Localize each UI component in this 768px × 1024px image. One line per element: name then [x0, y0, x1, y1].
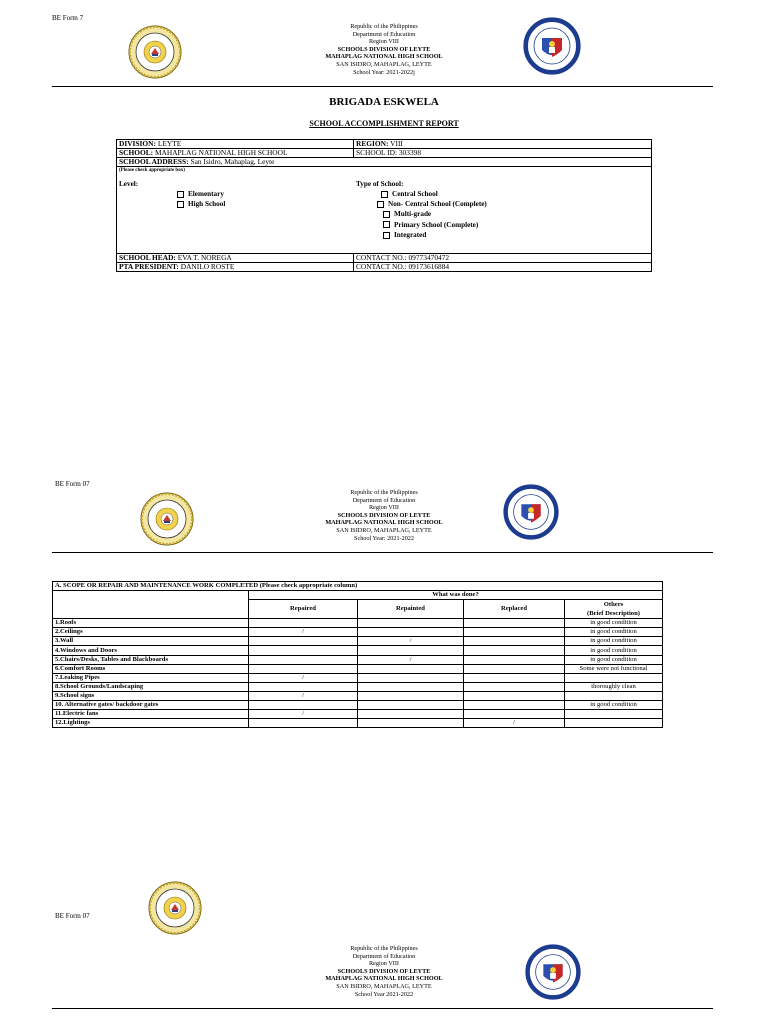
scope-item-cell: 12.Lightings [53, 719, 249, 728]
type-option-multi-grade[interactable]: Multi-grade [383, 209, 487, 219]
repaired-cell[interactable] [249, 646, 358, 655]
type-option-integrated[interactable]: Integrated [383, 230, 487, 240]
repainted-cell[interactable] [358, 691, 464, 700]
table-row [53, 682, 663, 691]
header-school-year: School Year 2021-2022 [354, 990, 414, 998]
report-title: BRIGADA ESKWELA [329, 96, 439, 108]
scope-item-cell: 8.School Grounds/Landscaping [53, 682, 249, 691]
scope-item-cell: 6.Comfort Rooms [53, 664, 249, 673]
others-cell[interactable] [565, 691, 663, 700]
scope-item-cell: 10. Alternative gates/ backdoor gates [53, 701, 249, 710]
leyte-division-seal [148, 881, 202, 935]
replaced-cell[interactable] [464, 628, 565, 637]
checkbox-icon [381, 191, 388, 198]
pta-contact-cell: CONTACT NO.: 09173616884 [354, 263, 652, 272]
checkbox-icon [383, 232, 390, 239]
scope-item-cell: 5.Chairs/Desks, Tables and Blackboards [53, 655, 249, 664]
table-row [53, 628, 663, 637]
header-division: SCHOOLS DIVISION OF LEYTE [337, 45, 431, 53]
type-options [377, 189, 487, 240]
replaced-cell[interactable] [464, 646, 565, 655]
scope-item-cell: 4.Windows and Doors [53, 646, 249, 655]
others-cell[interactable]: in good condition [565, 637, 663, 646]
header-country: Republic of the Philippines [350, 489, 418, 496]
header-school: MAHAPLAG NATIONAL HIGH SCHOOL [325, 975, 443, 983]
header-division: SCHOOLS DIVISION OF LEYTE [337, 511, 431, 519]
table-row [53, 701, 663, 710]
others-cell[interactable]: in good condition [565, 646, 663, 655]
header-divider [52, 552, 713, 553]
repainted-cell[interactable] [358, 628, 464, 637]
header-department: Department of Education [352, 496, 416, 504]
scope-item-cell: 1.Roofs [53, 619, 249, 628]
form-number: BE Form 07 [55, 480, 90, 488]
replaced-cell[interactable] [464, 710, 565, 719]
form-number: BE Form 07 [55, 912, 90, 920]
scope-table [52, 581, 663, 728]
table-row [53, 691, 663, 700]
col-repainted: Repainted [358, 600, 464, 619]
table-row [53, 619, 663, 628]
header-school: MAHAPLAG NATIONAL HIGH SCHOOL [325, 53, 443, 61]
replaced-cell[interactable] [464, 655, 565, 664]
replaced-cell[interactable] [464, 637, 565, 646]
others-cell[interactable]: Some were not functional [565, 664, 663, 673]
replaced-cell[interactable] [464, 619, 565, 628]
header-school-year: School Year: 2021-2022j [353, 68, 415, 76]
header-region: Region VIII [369, 504, 399, 512]
repainted-cell[interactable] [358, 701, 464, 710]
address-cell: SCHOOL ADDRESS: San Isidro, Mahaplag, Leyte [117, 158, 652, 167]
checkbox-icon [177, 201, 184, 208]
type-option-central[interactable]: Central School [381, 189, 487, 199]
repaired-cell[interactable] [249, 664, 358, 673]
table-row [53, 637, 663, 646]
others-cell[interactable]: in good condition [565, 628, 663, 637]
replaced-cell[interactable] [464, 701, 565, 710]
level-option-high-school[interactable]: High School [177, 199, 225, 209]
header-address: SAN ISIDRO, MAHAPLAG, LEYTE [336, 982, 432, 990]
school-cell: SCHOOL: MAHAPLAG NATIONAL HIGH SCHOOL [117, 149, 354, 158]
level-option-elementary[interactable]: Elementary [177, 189, 225, 199]
col-replaced: Replaced [464, 600, 565, 619]
header-school: MAHAPLAG NATIONAL HIGH SCHOOL [325, 519, 443, 527]
repainted-cell[interactable] [358, 710, 464, 719]
checkbox-icon [377, 201, 384, 208]
col-repaired: Repaired [249, 600, 358, 619]
header-divider [52, 86, 713, 87]
repainted-cell[interactable]: / [358, 637, 464, 646]
letterhead [0, 489, 768, 542]
others-cell[interactable]: in good condition [565, 701, 663, 710]
scope-item-cell: 7.Leaking Pipes [53, 673, 249, 682]
type-option-primary[interactable]: Primary School (Complete) [383, 220, 487, 230]
school-id-cell: SCHOOL ID: 303398 [354, 149, 652, 158]
repainted-cell[interactable]: / [358, 655, 464, 664]
others-cell[interactable]: in good condition [565, 619, 663, 628]
header-division: SCHOOLS DIVISION OF LEYTE [337, 967, 431, 975]
type-option-non-central[interactable]: Non- Central School (Complete) [377, 199, 487, 209]
header-department: Department of Education [352, 952, 416, 960]
table-row [53, 710, 663, 719]
header-divider [52, 1008, 713, 1009]
division-cell: DIVISION: LEYTE [117, 140, 354, 149]
pta-president-cell: PTA PRESIDENT: DANILO ROSTE [117, 263, 354, 272]
replaced-cell[interactable]: / [464, 719, 565, 728]
replaced-cell[interactable] [464, 664, 565, 673]
form-number: BE Form 7 [52, 14, 84, 22]
repaired-cell[interactable] [249, 619, 358, 628]
school-head-cell: SCHOOL HEAD: EVA T. NOREGA [117, 254, 354, 263]
header-region: Region VIII [369, 960, 399, 968]
repainted-cell[interactable] [358, 719, 464, 728]
repainted-cell[interactable] [358, 682, 464, 691]
checkbox-icon [177, 191, 184, 198]
replaced-cell[interactable] [464, 691, 565, 700]
repaired-cell[interactable]: / [249, 710, 358, 719]
repainted-cell[interactable] [358, 646, 464, 655]
level-label: Level: [119, 180, 139, 188]
others-cell[interactable]: in good condition [565, 655, 663, 664]
table-row [53, 646, 663, 655]
region-cell: REGION: VIII [354, 140, 652, 149]
repaired-cell[interactable] [249, 682, 358, 691]
checkbox-icon [383, 221, 390, 228]
school-info-table [116, 139, 652, 272]
scope-item-header [53, 591, 249, 619]
check-note: (Please check appropriate box) [119, 168, 185, 173]
repaired-cell[interactable]: / [249, 673, 358, 682]
replaced-cell[interactable] [464, 673, 565, 682]
what-done-header: What was done? [249, 591, 663, 600]
repainted-cell[interactable] [358, 673, 464, 682]
header-country: Republic of the Philippines [350, 23, 418, 30]
header-region: Region VIII [369, 38, 399, 46]
table-row [53, 673, 663, 682]
repaired-cell[interactable] [249, 637, 358, 646]
checkbox-icon [383, 211, 390, 218]
table-row [53, 719, 663, 728]
repaired-cell[interactable] [249, 719, 358, 728]
level-type-cell [117, 167, 652, 254]
repainted-cell[interactable] [358, 619, 464, 628]
repainted-cell[interactable] [358, 664, 464, 673]
others-cell[interactable] [565, 719, 663, 728]
header-country: Republic of the Philippines [350, 945, 418, 952]
others-cell[interactable]: thoroughly clean [565, 682, 663, 691]
level-options [177, 189, 225, 209]
replaced-cell[interactable] [464, 682, 565, 691]
type-label: Type of School: [356, 180, 404, 188]
letterhead [0, 945, 768, 998]
col-others: Others (Brief Description) [565, 600, 663, 619]
repaired-cell[interactable] [249, 701, 358, 710]
scope-heading: A. SCOPE OR REPAIR AND MAINTENANCE WORK COMPLETED (Please check appropriate column) [53, 582, 663, 591]
header-address: SAN ISIDRO, MAHAPLAG, LEYTE [336, 526, 432, 534]
scope-item-cell: 11.Electric fans [53, 710, 249, 719]
letterhead [0, 23, 768, 76]
table-row [53, 655, 663, 664]
repaired-cell[interactable]: / [249, 628, 358, 637]
scope-item-cell: 2.Ceilings [53, 628, 249, 637]
header-school-year: School Year: 2021-2022 [354, 534, 414, 542]
header-department: Department of Education [352, 30, 416, 38]
repaired-cell[interactable] [249, 655, 358, 664]
table-row [53, 664, 663, 673]
scope-item-cell: 3.Wall [53, 637, 249, 646]
others-cell[interactable] [565, 673, 663, 682]
others-cell[interactable] [565, 710, 663, 719]
head-contact-cell: CONTACT NO.: 09773470472 [354, 254, 652, 263]
header-address: SAN ISIDRO, MAHAPLAG, LEYTE [336, 60, 432, 68]
repaired-cell[interactable]: / [249, 691, 358, 700]
report-subtitle: SCHOOL ACCOMPLISHMENT REPORT [309, 119, 459, 128]
scope-item-cell: 9.School signs [53, 691, 249, 700]
